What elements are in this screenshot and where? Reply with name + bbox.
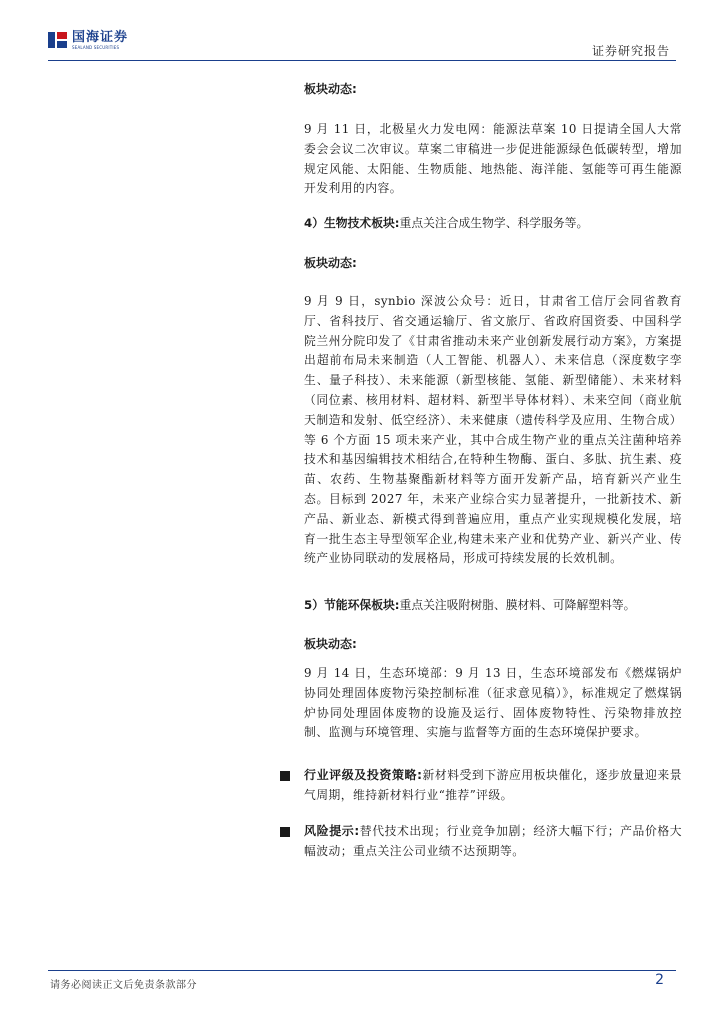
header-divider xyxy=(48,60,676,61)
biotech-sector-focus: 重点关注合成生物学、科学服务等。 xyxy=(399,216,589,230)
env-sector-focus: 重点关注吸附树脂、膜材料、可降解塑料等。 xyxy=(399,598,636,612)
energy-dynamics-heading: 板块动态: xyxy=(304,82,357,96)
square-bullet-icon xyxy=(280,827,290,837)
company-logo xyxy=(48,30,128,50)
rating-strategy-text: 新材料受到下游应用板块催化，逐步放量迎来景气周期，维持新材料行业“推荐”评级。 xyxy=(304,768,682,802)
biotech-sector-line xyxy=(304,214,682,231)
logo-name-en: SEALAND SECURITIES xyxy=(72,44,120,50)
risk-warning-text: 替代技术出现；行业竞争加剧；经济大幅下行；产品价格大幅波动；重点关注公司业绩不达预期等。 xyxy=(304,824,682,858)
env-dynamics-paragraph: 9 月 14 日，生态环境部：9 月 13 日，生态环境部发布《燃煤锅炉协同处理固体废物污染控制标准（征求意见稿）》，标准规定了燃煤锅炉协同处理固体废物的设施及运行、固体废物特性、污染物排放控制、监测与环境管理、实施与监督等方面的生态环境保护要求。 xyxy=(304,666,682,740)
env-dynamics-heading: 板块动态: xyxy=(304,637,357,651)
energy-dynamics-paragraph: 9 月 11 日，北极星火力发电网：能源法草案 10 日提请全国人大常委会会议二次审议。草案二审稿进一步促进能源绿色低碳转型，增加规定风能、太阳能、生物质能、地热能、海洋能、氢能等可再生能源开发利用的内容。 xyxy=(304,122,682,196)
biotech-dynamics-heading: 板块动态: xyxy=(304,256,357,270)
footer-divider xyxy=(48,970,676,971)
footer-disclaimer: 请务必阅读正文后免责条款部分 xyxy=(50,980,197,991)
page-number: 2 xyxy=(655,972,664,988)
biotech-dynamics-paragraph: 9 月 9 日，synbio 深波公众号：近日，甘肃省工信厅会同省教育厅、省科技厅、省交通运输厅、省文旅厅、省政府国资委、中国科学院兰州分院印发了《甘肃省推动未来产业创新发展行动方案》，方案提出超前布局未来制造（人工智能、机器人）、未来信息（深度数字孪生、量子科技）、未来能源（新型核能、氢能、新型储能）、未来材料（同位素、核用材料、超材料、新型半导体材料）、未来空间（商业航天制造和发射、低空经济）、未来健康（遗传科学及应用、生物合成）等 6 个方面 15 项未来产业，其中合成生物产业的重点关注菌种培养技术和基因编辑技术相结合,在特种生物酶、蛋白、多肽、抗生素、疫苗、农药、生物基聚酯新材料等方面开发新产品，培育新兴产业生态。目标到 2027 年，未来产业综合实力显著提升，一批新技术、新产品、新业态、新模式得到普遍应用，重点产业实现规模化发展，培育一批生态主导型领军企业,构建未来产业和优势产业、新兴产业、传统产业协同联动的发展格局，形成可持续发展的长效机制。 xyxy=(304,294,682,566)
risk-warning-title: 风险提示: xyxy=(304,824,360,838)
square-bullet-icon xyxy=(280,771,290,781)
report-type-label: 证券研究报告 xyxy=(591,44,670,58)
logo-name-cn: 国海证券 xyxy=(72,29,129,45)
rating-strategy-title: 行业评级及投资策略: xyxy=(304,768,423,782)
rating-strategy-paragraph xyxy=(304,766,682,806)
risk-warning-paragraph xyxy=(304,822,682,862)
biotech-sector-title: 4）生物技术板块: xyxy=(304,216,400,230)
env-sector-title: 5）节能环保板块: xyxy=(304,598,400,612)
env-sector-line xyxy=(304,596,682,613)
logo-mark-icon xyxy=(48,30,68,50)
